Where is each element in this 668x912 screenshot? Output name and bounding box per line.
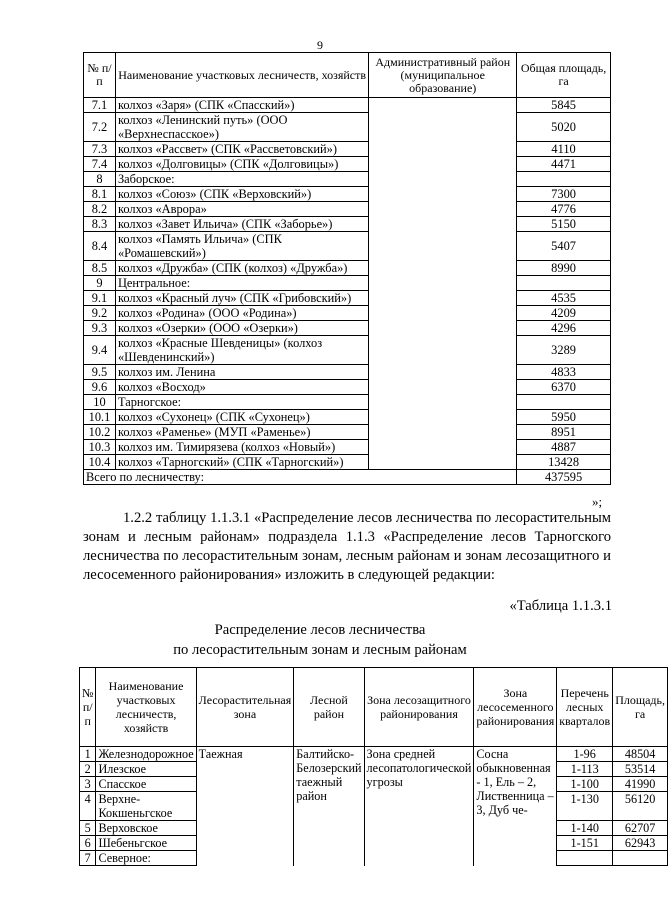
row-area: 5407 xyxy=(517,232,611,261)
row-area: 4535 xyxy=(517,291,611,306)
row-name: колхоз «Восход» xyxy=(115,380,368,395)
header-num: № п/п xyxy=(84,53,116,98)
row-admin xyxy=(369,455,517,470)
table-row xyxy=(84,395,611,410)
row-num: 10 xyxy=(84,395,116,410)
closing-mark: »; xyxy=(592,494,603,509)
t2-header-seed: Зона лесосеменного районирования xyxy=(474,668,557,747)
row-area: 4471 xyxy=(517,157,611,172)
row-num: 8.1 xyxy=(84,187,116,202)
row-name: Тарногское: xyxy=(115,395,368,410)
row-name: колхоз «Ленинский путь» (ООО «Верхнеспасское») xyxy=(115,113,368,142)
table-row xyxy=(84,157,611,172)
header-admin: Административный район (муниципальное образование) xyxy=(369,53,517,98)
row-area: 4833 xyxy=(517,365,611,380)
t2-row-area: 62707 xyxy=(613,821,668,836)
t2-header-zone: Лесорастительная зона xyxy=(196,668,294,747)
row-num: 9 xyxy=(84,276,116,291)
t2-row-quarters: 1-130 xyxy=(557,792,613,821)
row-admin xyxy=(369,157,517,172)
row-name: колхоз «Память Ильича» (СПК «Ромашевский») xyxy=(115,232,368,261)
row-num: 10.1 xyxy=(84,410,116,425)
row-admin xyxy=(369,261,517,276)
t2-header-num: № п/п xyxy=(80,668,96,747)
table-row xyxy=(84,276,611,291)
row-name: колхоз «Раменье» (МУП «Раменье») xyxy=(115,425,368,440)
row-name: колхоз «Родина» (ООО «Родина») xyxy=(115,306,368,321)
table-row xyxy=(84,321,611,336)
t2-row-quarters: 1-96 xyxy=(557,747,613,762)
row-num: 8 xyxy=(84,172,116,187)
row-admin xyxy=(369,365,517,380)
row-num: 10.4 xyxy=(84,455,116,470)
t2-row-name: Спасское xyxy=(96,777,196,792)
row-num: 9.4 xyxy=(84,336,116,365)
row-admin xyxy=(369,113,517,142)
t2-zone: Таежная xyxy=(196,747,294,866)
table-caption xyxy=(0,620,640,660)
row-name: колхоз «Аврора» xyxy=(115,202,368,217)
t2-row-num: 3 xyxy=(80,777,96,792)
row-num: 8.5 xyxy=(84,261,116,276)
t2-row-num: 6 xyxy=(80,836,96,851)
t2-row-num: 1 xyxy=(80,747,96,762)
row-name: Заборское: xyxy=(115,172,368,187)
row-admin xyxy=(369,217,517,232)
row-num: 9.1 xyxy=(84,291,116,306)
t2-header-quarters: Перечень лесных кварталов xyxy=(557,668,613,747)
t2-row-area: 62943 xyxy=(613,836,668,851)
row-num: 7.2 xyxy=(84,113,116,142)
row-name: колхоз «Красные Шевденицы» (колхоз «Шевденинский») xyxy=(115,336,368,365)
row-admin xyxy=(369,276,517,291)
t2-header-district: Лесной район xyxy=(294,668,364,747)
row-admin xyxy=(369,202,517,217)
table-row xyxy=(84,306,611,321)
t2-row-name: Шебеньгское xyxy=(96,836,196,851)
total-row xyxy=(84,470,611,485)
row-num: 9.6 xyxy=(84,380,116,395)
table-reference: «Таблица 1.1.3.1 xyxy=(509,598,612,614)
row-area xyxy=(517,395,611,410)
table-row xyxy=(84,410,611,425)
t2-seed: Сосна обыкновенная - 1, Ель – 2, Лиственница – 3, Дуб че- xyxy=(474,747,557,866)
row-area xyxy=(517,276,611,291)
t2-district: Балтийско-Белозерский таежный район xyxy=(294,747,364,866)
table-row xyxy=(84,98,611,113)
table-row xyxy=(84,365,611,380)
paragraph-text: 1.2.2 таблицу 1.1.3.1 «Распределение лесов лесничества по лесорастительным зонам и лесным районам» подраздела 1.1.3 «Распределение лесов Тарногского лесничества по лесорастительным зонам, лесным районам и зонам лесозащитного и лесосеменного районирования» изложить в следующей редакции: xyxy=(83,510,611,583)
t2-row-quarters xyxy=(557,851,613,866)
row-name: колхоз «Озерки» (ООО «Озерки») xyxy=(115,321,368,336)
row-name: колхоз «Рассвет» (СПК «Рассветовский») xyxy=(115,142,368,157)
t2-row-quarters: 1-100 xyxy=(557,777,613,792)
row-admin xyxy=(369,440,517,455)
t2-row-area: 53514 xyxy=(613,762,668,777)
table-row xyxy=(84,142,611,157)
row-name: колхоз им. Тимирязева (колхоз «Новый») xyxy=(115,440,368,455)
table-row xyxy=(84,440,611,455)
table-row xyxy=(84,261,611,276)
t2-row-quarters: 1-151 xyxy=(557,836,613,851)
header-name: Наименование участковых лесничеств, хозяйств xyxy=(115,53,368,98)
distribution-table xyxy=(79,667,668,866)
table-row xyxy=(84,187,611,202)
row-admin xyxy=(369,142,517,157)
row-num: 10.3 xyxy=(84,440,116,455)
t2-row-num: 5 xyxy=(80,821,96,836)
table-row xyxy=(84,232,611,261)
row-num: 7.1 xyxy=(84,98,116,113)
row-name: колхоз «Сухонец» (СПК «Сухонец») xyxy=(115,410,368,425)
total-label: Всего по лесничеству: xyxy=(84,470,517,485)
header-area: Общая площадь, га xyxy=(517,53,611,98)
row-num: 9.5 xyxy=(84,365,116,380)
row-name: колхоз «Завет Ильича» (СПК «Заборье») xyxy=(115,217,368,232)
table-row xyxy=(84,202,611,217)
t2-row-name: Илезское xyxy=(96,762,196,777)
table-row xyxy=(84,455,611,470)
row-area: 13428 xyxy=(517,455,611,470)
t2-row-num: 4 xyxy=(80,792,96,821)
t2-row-quarters: 1-113 xyxy=(557,762,613,777)
row-area: 4776 xyxy=(517,202,611,217)
row-name: колхоз «Долговицы» (СПК «Долговицы») xyxy=(115,157,368,172)
t2-row-quarters: 1-140 xyxy=(557,821,613,836)
row-num: 10.2 xyxy=(84,425,116,440)
t2-protection: Зона средней лесопатологической угрозы xyxy=(364,747,474,866)
row-area: 4296 xyxy=(517,321,611,336)
t2-row-name: Северное: xyxy=(96,851,196,866)
row-admin xyxy=(369,306,517,321)
t2-row-area: 56120 xyxy=(613,792,668,821)
row-area: 6370 xyxy=(517,380,611,395)
row-num: 8.4 xyxy=(84,232,116,261)
row-name: колхоз «Союз» (СПК «Верховский») xyxy=(115,187,368,202)
amendment-paragraph xyxy=(83,509,611,585)
row-admin xyxy=(369,321,517,336)
table-row xyxy=(84,172,611,187)
t2-row-area xyxy=(613,851,668,866)
row-admin xyxy=(369,98,517,113)
total-value: 437595 xyxy=(517,470,611,485)
table-row xyxy=(84,380,611,395)
t2-row-num: 2 xyxy=(80,762,96,777)
row-area: 8990 xyxy=(517,261,611,276)
t2-header-name: Наименование участковых лесничеств, хозяйств xyxy=(96,668,196,747)
t2-row-name: Железнодорожное xyxy=(96,747,196,762)
t2-row-num: 7 xyxy=(80,851,96,866)
row-admin xyxy=(369,336,517,365)
row-name: колхоз «Тарногский» (СПК «Тарногский») xyxy=(115,455,368,470)
row-name: колхоз им. Ленина xyxy=(115,365,368,380)
row-area: 8951 xyxy=(517,425,611,440)
caption-line-2: по лесорастительным зонам и лесным районам xyxy=(173,642,467,658)
row-area: 5845 xyxy=(517,98,611,113)
row-area: 5150 xyxy=(517,217,611,232)
table-row xyxy=(84,113,611,142)
row-num: 7.3 xyxy=(84,142,116,157)
row-admin xyxy=(369,172,517,187)
row-area xyxy=(517,172,611,187)
row-admin xyxy=(369,232,517,261)
row-name: колхоз «Дружба» (СПК (колхоз) «Дружба») xyxy=(115,261,368,276)
row-area: 7300 xyxy=(517,187,611,202)
row-name: колхоз «Заря» (СПК «Спасский») xyxy=(115,98,368,113)
row-num: 9.2 xyxy=(84,306,116,321)
table-row xyxy=(84,217,611,232)
table-row xyxy=(84,336,611,365)
row-area: 4110 xyxy=(517,142,611,157)
t2-row-name: Верхне-Кокшеньгское xyxy=(96,792,196,821)
row-area: 5020 xyxy=(517,113,611,142)
row-name: колхоз «Красный луч» (СПК «Грибовский») xyxy=(115,291,368,306)
row-admin xyxy=(369,187,517,202)
page-number: 9 xyxy=(317,38,323,52)
row-name: Центральное: xyxy=(115,276,368,291)
row-admin xyxy=(369,425,517,440)
table-row xyxy=(84,425,611,440)
t2-row-name: Верховское xyxy=(96,821,196,836)
row-num: 8.2 xyxy=(84,202,116,217)
row-admin xyxy=(369,395,517,410)
row-num: 8.3 xyxy=(84,217,116,232)
row-area: 5950 xyxy=(517,410,611,425)
t2-row xyxy=(80,747,668,762)
table-row xyxy=(84,291,611,306)
t2-header-protection: Зона лесозащитного районирования xyxy=(364,668,474,747)
caption-line-1: Распределение лесов лесничества xyxy=(214,622,426,638)
row-area: 3289 xyxy=(517,336,611,365)
row-admin xyxy=(369,380,517,395)
row-num: 9.3 xyxy=(84,321,116,336)
row-admin xyxy=(369,291,517,306)
t2-header-area: Площадь, га xyxy=(613,668,668,747)
row-num: 7.4 xyxy=(84,157,116,172)
districts-table xyxy=(83,52,611,485)
row-area: 4209 xyxy=(517,306,611,321)
row-admin xyxy=(369,410,517,425)
t2-row-area: 48504 xyxy=(613,747,668,762)
row-area: 4887 xyxy=(517,440,611,455)
t2-row-area: 41990 xyxy=(613,777,668,792)
